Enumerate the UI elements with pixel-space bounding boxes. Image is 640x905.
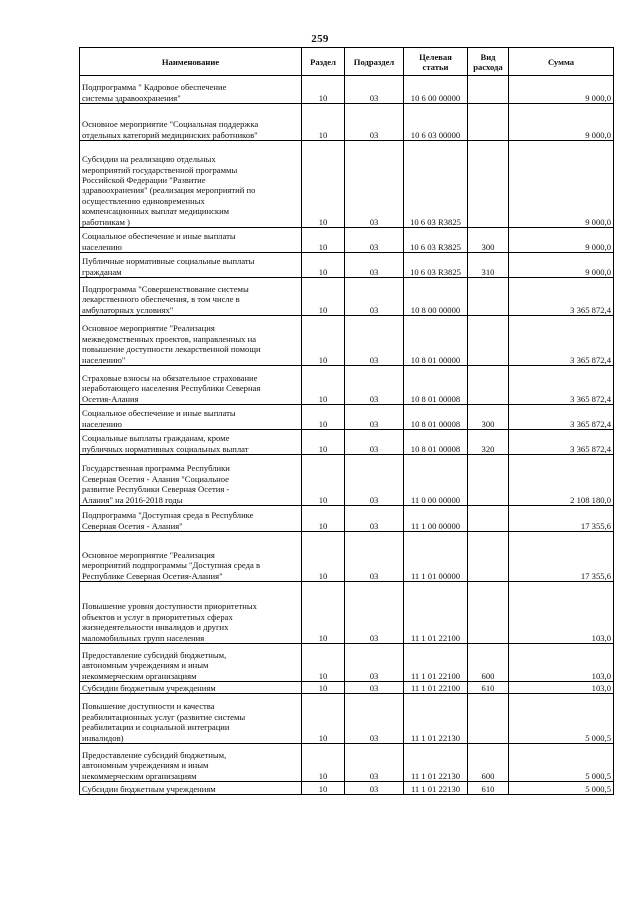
- cell-name: Субсидии на реализацию отдельных мероприятий государственной программы Российской Федерации "Развитие здравоохранения" (реализация мероприятий по осуществлению единовременных компенсационных выплат медицинским работникам ): [80, 141, 302, 228]
- cell-target: 11 1 01 22100: [404, 644, 468, 682]
- table-header-row: [80, 48, 614, 76]
- budget-table: [79, 47, 614, 795]
- cell-name: Социальные выплаты гражданам, кроме публичных нормативных социальных выплат: [80, 430, 302, 455]
- cell-sum: 3 365 872,4: [509, 278, 614, 316]
- table-row: [80, 532, 614, 582]
- cell-target: 11 1 01 22130: [404, 744, 468, 782]
- cell-subsection: 03: [345, 405, 404, 430]
- cell-section: 10: [302, 782, 345, 795]
- table-row: [80, 782, 614, 795]
- cell-target: 10 8 01 00008: [404, 405, 468, 430]
- cell-type: 300: [468, 228, 509, 253]
- cell-sum: 103,0: [509, 582, 614, 644]
- cell-type: [468, 532, 509, 582]
- cell-type: [468, 582, 509, 644]
- cell-subsection: 03: [345, 76, 404, 104]
- cell-target: 11 0 00 00000: [404, 455, 468, 506]
- cell-name: Предоставление субсидий бюджетным, автономным учреждениям и иным некоммерческим организациям: [80, 744, 302, 782]
- table-row: [80, 366, 614, 405]
- cell-type: [468, 694, 509, 744]
- cell-target: 11 1 01 22130: [404, 782, 468, 795]
- cell-subsection: 03: [345, 316, 404, 366]
- table-row: [80, 430, 614, 455]
- cell-target: 10 8 00 00000: [404, 278, 468, 316]
- cell-type: 310: [468, 253, 509, 278]
- table-row: [80, 582, 614, 644]
- cell-target: 11 1 00 00000: [404, 506, 468, 532]
- cell-section: 10: [302, 141, 345, 228]
- cell-subsection: 03: [345, 682, 404, 694]
- cell-type: 610: [468, 782, 509, 795]
- table-row: [80, 694, 614, 744]
- cell-section: 10: [302, 582, 345, 644]
- cell-sum: 17 355,6: [509, 506, 614, 532]
- cell-sum: 9 000,0: [509, 253, 614, 278]
- cell-type: [468, 366, 509, 405]
- cell-section: 10: [302, 744, 345, 782]
- cell-target: 10 6 00 00000: [404, 76, 468, 104]
- table-row: [80, 682, 614, 694]
- table-row: [80, 278, 614, 316]
- cell-name: Страховые взносы на обязательное страхование неработающего населения Республики Северная Осетия-Алания: [80, 366, 302, 405]
- cell-type: [468, 278, 509, 316]
- cell-subsection: 03: [345, 253, 404, 278]
- table-row: [80, 104, 614, 141]
- cell-subsection: 03: [345, 366, 404, 405]
- cell-subsection: 03: [345, 782, 404, 795]
- cell-target: 11 1 01 22130: [404, 694, 468, 744]
- header-name: Наименование: [80, 48, 302, 76]
- cell-target: 10 8 01 00000: [404, 316, 468, 366]
- cell-subsection: 03: [345, 430, 404, 455]
- cell-target: 10 6 03 R3825: [404, 228, 468, 253]
- cell-section: 10: [302, 278, 345, 316]
- cell-type: 600: [468, 744, 509, 782]
- cell-section: 10: [302, 455, 345, 506]
- cell-sum: 9 000,0: [509, 228, 614, 253]
- cell-subsection: 03: [345, 506, 404, 532]
- cell-type: [468, 506, 509, 532]
- cell-section: 10: [302, 430, 345, 455]
- cell-subsection: 03: [345, 532, 404, 582]
- cell-section: 10: [302, 366, 345, 405]
- cell-section: 10: [302, 532, 345, 582]
- cell-name: Основное мероприятие "Социальная поддержка отдельных категорий медицинских работников": [80, 104, 302, 141]
- cell-sum: 9 000,0: [509, 141, 614, 228]
- cell-target: 10 6 03 R3825: [404, 253, 468, 278]
- table-row: [80, 744, 614, 782]
- cell-sum: 3 365 872,4: [509, 405, 614, 430]
- cell-subsection: 03: [345, 644, 404, 682]
- cell-name: Повышение доступности и качества реабилитационных услуг (развитие системы реабилитации и социальной интеграции инвалидов): [80, 694, 302, 744]
- cell-name: Подпрограмма "Совершенствование системы лекарственного обеспечения, в том числе в амбулаторных условиях": [80, 278, 302, 316]
- table-row: [80, 141, 614, 228]
- cell-name: Повышение уровня доступности приоритетных объектов и услуг в приоритетных сферах жизнедеятельности инвалидов и других маломобильных групп населения: [80, 582, 302, 644]
- cell-sum: 5 000,5: [509, 782, 614, 795]
- cell-sum: 3 365 872,4: [509, 366, 614, 405]
- table-row: [80, 405, 614, 430]
- cell-section: 10: [302, 104, 345, 141]
- cell-target: 11 1 01 00000: [404, 532, 468, 582]
- cell-section: 10: [302, 644, 345, 682]
- cell-sum: 3 365 872,4: [509, 430, 614, 455]
- cell-name: Социальное обеспечение и иные выплаты населению: [80, 405, 302, 430]
- cell-type: 300: [468, 405, 509, 430]
- cell-name: Субсидии бюджетным учреждениям: [80, 682, 302, 694]
- cell-subsection: 03: [345, 694, 404, 744]
- cell-name: Основное мероприятие "Реализация межведомственных проектов, направленных на повышение доступности лекарственной помощи населению": [80, 316, 302, 366]
- header-target: Целевая статьи: [404, 48, 468, 76]
- cell-name: Субсидии бюджетным учреждениям: [80, 782, 302, 795]
- cell-type: [468, 104, 509, 141]
- cell-section: 10: [302, 228, 345, 253]
- cell-name: Государственная программа Республики Северная Осетия - Алания "Социальное развитие Республики Северная Осетия - Алания" на 2016-2018 годы: [80, 455, 302, 506]
- cell-subsection: 03: [345, 104, 404, 141]
- table-row: [80, 506, 614, 532]
- cell-sum: 9 000,0: [509, 76, 614, 104]
- cell-name: Основное мероприятие "Реализация мероприятий подпрограммы "Доступная среда в Республике Северная Осетия-Алания": [80, 532, 302, 582]
- cell-target: 10 6 03 00000: [404, 104, 468, 141]
- cell-target: 10 8 01 00008: [404, 430, 468, 455]
- page-number: 259: [311, 33, 329, 45]
- cell-name: Подпрограмма "Доступная среда в Республике Северная Осетия - Алания": [80, 506, 302, 532]
- cell-section: 10: [302, 682, 345, 694]
- cell-sum: 3 365 872,4: [509, 316, 614, 366]
- cell-type: [468, 76, 509, 104]
- cell-subsection: 03: [345, 278, 404, 316]
- cell-subsection: 03: [345, 582, 404, 644]
- header-subsection: Подраздел: [345, 48, 404, 76]
- table-row: [80, 253, 614, 278]
- header-type: Вид расхода: [468, 48, 509, 76]
- cell-sum: 103,0: [509, 682, 614, 694]
- table-row: [80, 644, 614, 682]
- cell-subsection: 03: [345, 455, 404, 506]
- cell-type: [468, 455, 509, 506]
- header-section: Раздел: [302, 48, 345, 76]
- cell-name: Публичные нормативные социальные выплаты гражданам: [80, 253, 302, 278]
- cell-subsection: 03: [345, 744, 404, 782]
- cell-sum: 5 000,5: [509, 694, 614, 744]
- cell-section: 10: [302, 253, 345, 278]
- cell-subsection: 03: [345, 228, 404, 253]
- cell-type: 320: [468, 430, 509, 455]
- cell-type: 610: [468, 682, 509, 694]
- cell-sum: 17 355,6: [509, 532, 614, 582]
- cell-name: Предоставление субсидий бюджетным, автономным учреждениям и иным некоммерческим организациям: [80, 644, 302, 682]
- cell-section: 10: [302, 76, 345, 104]
- cell-sum: 2 108 180,0: [509, 455, 614, 506]
- cell-target: 10 6 03 R3825: [404, 141, 468, 228]
- cell-section: 10: [302, 316, 345, 366]
- table-row: [80, 455, 614, 506]
- cell-sum: 9 000,0: [509, 104, 614, 141]
- cell-target: 10 8 01 00008: [404, 366, 468, 405]
- cell-subsection: 03: [345, 141, 404, 228]
- cell-sum: 103,0: [509, 644, 614, 682]
- table-row: [80, 228, 614, 253]
- cell-type: [468, 316, 509, 366]
- cell-target: 11 1 01 22100: [404, 682, 468, 694]
- table-row: [80, 316, 614, 366]
- cell-type: 600: [468, 644, 509, 682]
- cell-section: 10: [302, 506, 345, 532]
- cell-sum: 5 000,5: [509, 744, 614, 782]
- cell-name: Подпрограмма " Кадровое обеспечение системы здравоохранения": [80, 76, 302, 104]
- cell-target: 11 1 01 22100: [404, 582, 468, 644]
- table-row: [80, 76, 614, 104]
- cell-section: 10: [302, 405, 345, 430]
- cell-name: Социальное обеспечение и иные выплаты населению: [80, 228, 302, 253]
- header-sum: Сумма: [509, 48, 614, 76]
- cell-section: 10: [302, 694, 345, 744]
- cell-type: [468, 141, 509, 228]
